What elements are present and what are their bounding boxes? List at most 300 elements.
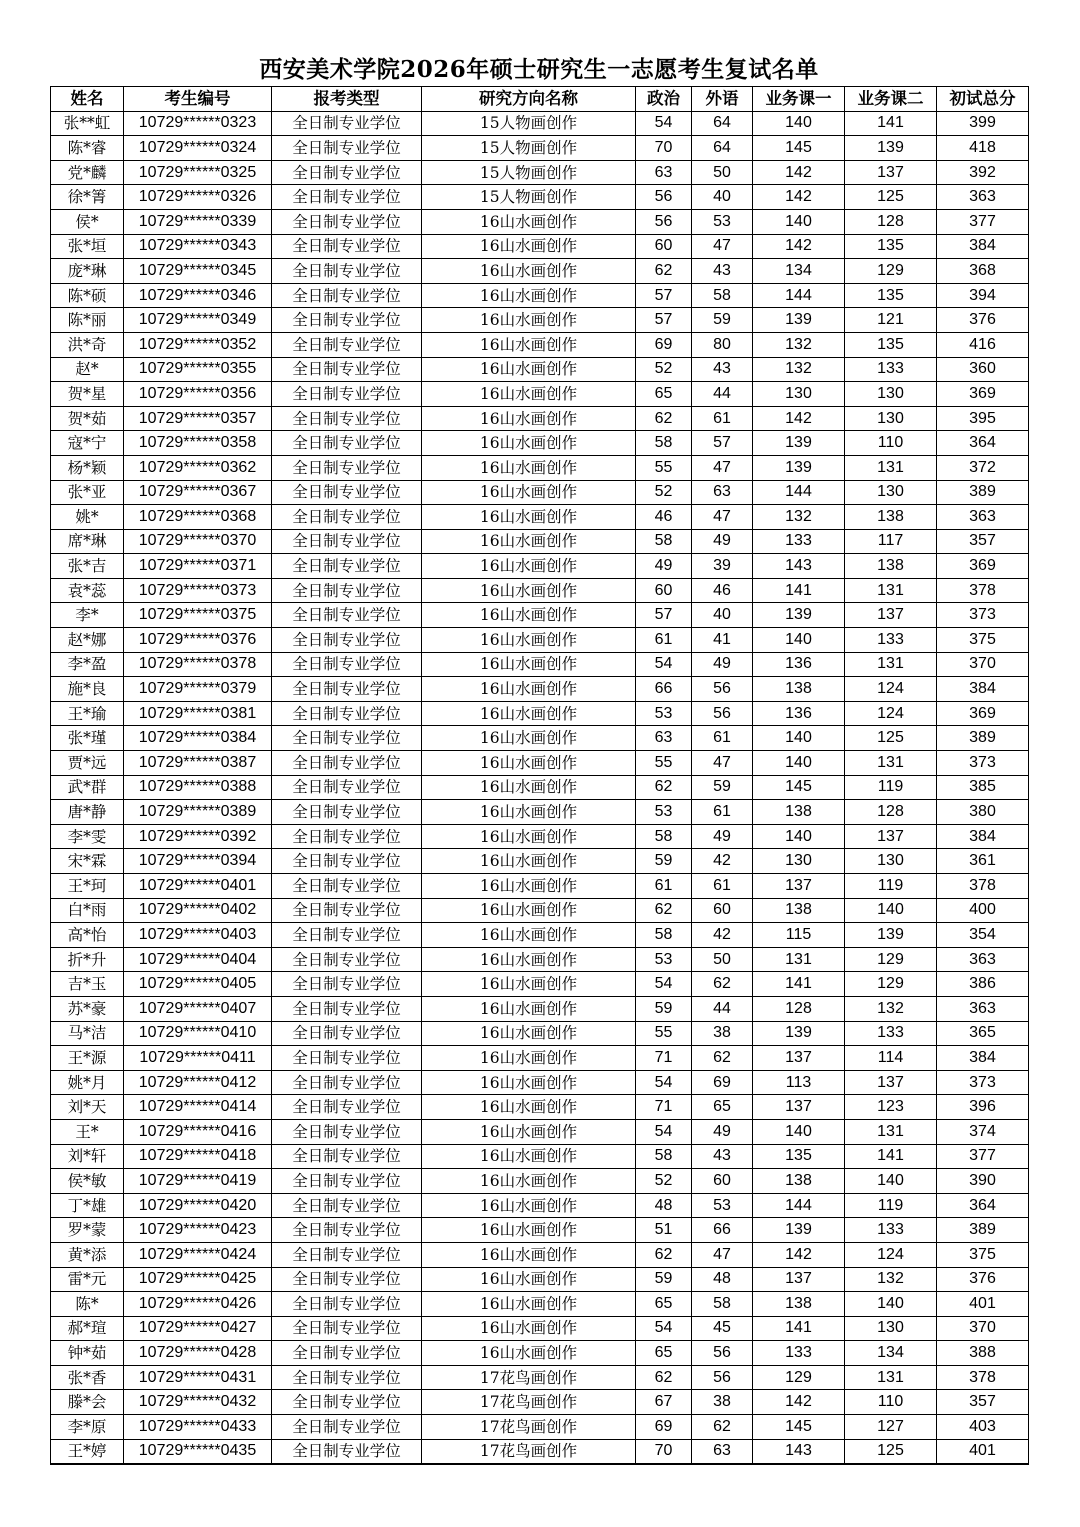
politics-score: 70 xyxy=(636,1439,692,1464)
foreign-language-score: 39 xyxy=(692,554,753,579)
politics-score: 61 xyxy=(636,628,692,653)
research-direction: 16山水画创作 xyxy=(422,726,636,751)
foreign-language-score: 56 xyxy=(692,1365,753,1390)
major-course-1-score: 142 xyxy=(753,406,845,431)
table-row xyxy=(51,111,1029,136)
research-direction: 16山水画创作 xyxy=(422,529,636,554)
politics-score: 59 xyxy=(636,849,692,874)
major-course-1-score: 144 xyxy=(753,480,845,505)
exam-id: 10729******0358 xyxy=(124,431,272,456)
politics-score: 48 xyxy=(636,1193,692,1218)
total-score: 354 xyxy=(937,923,1029,948)
header-major-course-2: 业务课二 xyxy=(845,87,937,112)
table-row xyxy=(51,283,1029,308)
apply-type: 全日制专业学位 xyxy=(272,726,422,751)
research-direction: 16山水画创作 xyxy=(422,972,636,997)
research-direction: 15人物画创作 xyxy=(422,136,636,161)
candidate-name: 武*群 xyxy=(51,775,124,800)
total-score: 401 xyxy=(937,1292,1029,1317)
exam-id: 10729******0411 xyxy=(124,1046,272,1071)
politics-score: 63 xyxy=(636,160,692,185)
table-row xyxy=(51,185,1029,210)
major-course-2-score: 135 xyxy=(845,234,937,259)
politics-score: 57 xyxy=(636,308,692,333)
page-title: 西安美术学院2026年硕士研究生一志愿考生复试名单 xyxy=(259,56,819,83)
table-row xyxy=(51,455,1029,480)
foreign-language-score: 56 xyxy=(692,701,753,726)
research-direction: 16山水画创作 xyxy=(422,1218,636,1243)
candidate-name: 党*麟 xyxy=(51,160,124,185)
research-direction: 16山水画创作 xyxy=(422,996,636,1021)
major-course-1-score: 138 xyxy=(753,898,845,923)
foreign-language-score: 62 xyxy=(692,1046,753,1071)
total-score: 360 xyxy=(937,357,1029,382)
research-direction: 16山水画创作 xyxy=(422,382,636,407)
foreign-language-score: 57 xyxy=(692,431,753,456)
major-course-2-score: 128 xyxy=(845,800,937,825)
table-row xyxy=(51,923,1029,948)
major-course-1-score: 137 xyxy=(753,874,845,899)
major-course-2-score: 140 xyxy=(845,898,937,923)
total-score: 368 xyxy=(937,259,1029,284)
research-direction: 16山水画创作 xyxy=(422,578,636,603)
candidate-table xyxy=(50,86,1029,1465)
exam-id: 10729******0431 xyxy=(124,1365,272,1390)
total-score: 401 xyxy=(937,1439,1029,1464)
total-score: 376 xyxy=(937,308,1029,333)
research-direction: 16山水画创作 xyxy=(422,1341,636,1366)
table-row xyxy=(51,1341,1029,1366)
table-row xyxy=(51,1193,1029,1218)
table-row xyxy=(51,554,1029,579)
major-course-2-score: 131 xyxy=(845,1365,937,1390)
total-score: 385 xyxy=(937,775,1029,800)
exam-id: 10729******0352 xyxy=(124,332,272,357)
candidate-name: 贺*星 xyxy=(51,382,124,407)
major-course-2-score: 125 xyxy=(845,185,937,210)
exam-id: 10729******0375 xyxy=(124,603,272,628)
research-direction: 15人物画创作 xyxy=(422,160,636,185)
politics-score: 56 xyxy=(636,209,692,234)
candidate-name: 滕*会 xyxy=(51,1390,124,1415)
candidate-name: 李*雯 xyxy=(51,824,124,849)
foreign-language-score: 56 xyxy=(692,677,753,702)
table-row xyxy=(51,406,1029,431)
exam-id: 10729******0387 xyxy=(124,751,272,776)
apply-type: 全日制专业学位 xyxy=(272,431,422,456)
candidate-name: 袁*蕊 xyxy=(51,578,124,603)
apply-type: 全日制专业学位 xyxy=(272,628,422,653)
research-direction: 16山水画创作 xyxy=(422,283,636,308)
major-course-2-score: 138 xyxy=(845,505,937,530)
foreign-language-score: 38 xyxy=(692,1021,753,1046)
apply-type: 全日制专业学位 xyxy=(272,578,422,603)
table-row xyxy=(51,160,1029,185)
major-course-2-score: 129 xyxy=(845,259,937,284)
major-course-2-score: 124 xyxy=(845,1242,937,1267)
exam-id: 10729******0432 xyxy=(124,1390,272,1415)
apply-type: 全日制专业学位 xyxy=(272,1070,422,1095)
apply-type: 全日制专业学位 xyxy=(272,1267,422,1292)
politics-score: 62 xyxy=(636,406,692,431)
foreign-language-score: 61 xyxy=(692,874,753,899)
apply-type: 全日制专业学位 xyxy=(272,1144,422,1169)
apply-type: 全日制专业学位 xyxy=(272,898,422,923)
apply-type: 全日制专业学位 xyxy=(272,775,422,800)
research-direction: 16山水画创作 xyxy=(422,332,636,357)
research-direction: 16山水画创作 xyxy=(422,1169,636,1194)
major-course-2-score: 125 xyxy=(845,726,937,751)
major-course-1-score: 137 xyxy=(753,1267,845,1292)
exam-id: 10729******0428 xyxy=(124,1341,272,1366)
foreign-language-score: 61 xyxy=(692,800,753,825)
major-course-1-score: 142 xyxy=(753,1242,845,1267)
total-score: 396 xyxy=(937,1095,1029,1120)
major-course-1-score: 129 xyxy=(753,1365,845,1390)
major-course-1-score: 140 xyxy=(753,209,845,234)
research-direction: 16山水画创作 xyxy=(422,701,636,726)
research-direction: 16山水画创作 xyxy=(422,628,636,653)
politics-score: 53 xyxy=(636,701,692,726)
exam-id: 10729******0370 xyxy=(124,529,272,554)
major-course-2-score: 110 xyxy=(845,431,937,456)
major-course-1-score: 138 xyxy=(753,1292,845,1317)
major-course-1-score: 140 xyxy=(753,111,845,136)
major-course-2-score: 141 xyxy=(845,111,937,136)
total-score: 372 xyxy=(937,455,1029,480)
apply-type: 全日制专业学位 xyxy=(272,824,422,849)
table-row xyxy=(51,775,1029,800)
candidate-name: 折*升 xyxy=(51,947,124,972)
apply-type: 全日制专业学位 xyxy=(272,357,422,382)
foreign-language-score: 40 xyxy=(692,185,753,210)
politics-score: 71 xyxy=(636,1046,692,1071)
research-direction: 16山水画创作 xyxy=(422,874,636,899)
exam-id: 10729******0404 xyxy=(124,947,272,972)
candidate-name: 杨*颖 xyxy=(51,455,124,480)
apply-type: 全日制专业学位 xyxy=(272,1439,422,1464)
foreign-language-score: 42 xyxy=(692,923,753,948)
major-course-2-score: 133 xyxy=(845,628,937,653)
politics-score: 70 xyxy=(636,136,692,161)
exam-id: 10729******0368 xyxy=(124,505,272,530)
exam-id: 10729******0345 xyxy=(124,259,272,284)
table-row xyxy=(51,1218,1029,1243)
header-total-score: 初试总分 xyxy=(937,87,1029,112)
header-foreign-language: 外语 xyxy=(692,87,753,112)
apply-type: 全日制专业学位 xyxy=(272,849,422,874)
politics-score: 57 xyxy=(636,603,692,628)
table-row xyxy=(51,1292,1029,1317)
foreign-language-score: 44 xyxy=(692,996,753,1021)
total-score: 378 xyxy=(937,1365,1029,1390)
table-row xyxy=(51,996,1029,1021)
politics-score: 58 xyxy=(636,923,692,948)
foreign-language-score: 63 xyxy=(692,480,753,505)
major-course-2-score: 139 xyxy=(845,923,937,948)
candidate-name: 罗*蒙 xyxy=(51,1218,124,1243)
research-direction: 16山水画创作 xyxy=(422,652,636,677)
total-score: 370 xyxy=(937,652,1029,677)
total-score: 365 xyxy=(937,1021,1029,1046)
candidate-name: 苏*豪 xyxy=(51,996,124,1021)
candidate-name: 丁*雄 xyxy=(51,1193,124,1218)
total-score: 357 xyxy=(937,529,1029,554)
foreign-language-score: 49 xyxy=(692,529,753,554)
foreign-language-score: 49 xyxy=(692,824,753,849)
foreign-language-score: 41 xyxy=(692,628,753,653)
total-score: 403 xyxy=(937,1415,1029,1440)
major-course-2-score: 125 xyxy=(845,1439,937,1464)
apply-type: 全日制专业学位 xyxy=(272,923,422,948)
major-course-1-score: 130 xyxy=(753,382,845,407)
total-score: 392 xyxy=(937,160,1029,185)
exam-id: 10729******0346 xyxy=(124,283,272,308)
foreign-language-score: 60 xyxy=(692,898,753,923)
major-course-2-score: 127 xyxy=(845,1415,937,1440)
candidate-name: 徐*箐 xyxy=(51,185,124,210)
politics-score: 71 xyxy=(636,1095,692,1120)
major-course-1-score: 143 xyxy=(753,554,845,579)
header-name: 姓名 xyxy=(51,87,124,112)
major-course-2-score: 138 xyxy=(845,554,937,579)
apply-type: 全日制专业学位 xyxy=(272,701,422,726)
candidate-name: 刘*天 xyxy=(51,1095,124,1120)
exam-id: 10729******0324 xyxy=(124,136,272,161)
total-score: 399 xyxy=(937,111,1029,136)
apply-type: 全日制专业学位 xyxy=(272,283,422,308)
table-row xyxy=(51,136,1029,161)
candidate-name: 庞*琳 xyxy=(51,259,124,284)
major-course-1-score: 140 xyxy=(753,824,845,849)
research-direction: 16山水画创作 xyxy=(422,947,636,972)
research-direction: 16山水画创作 xyxy=(422,406,636,431)
apply-type: 全日制专业学位 xyxy=(272,1292,422,1317)
exam-id: 10729******0367 xyxy=(124,480,272,505)
exam-id: 10729******0392 xyxy=(124,824,272,849)
foreign-language-score: 64 xyxy=(692,136,753,161)
table-row xyxy=(51,1439,1029,1464)
exam-id: 10729******0362 xyxy=(124,455,272,480)
exam-id: 10729******0418 xyxy=(124,1144,272,1169)
research-direction: 16山水画创作 xyxy=(422,209,636,234)
politics-score: 54 xyxy=(636,652,692,677)
research-direction: 16山水画创作 xyxy=(422,431,636,456)
major-course-1-score: 113 xyxy=(753,1070,845,1095)
politics-score: 65 xyxy=(636,1341,692,1366)
politics-score: 46 xyxy=(636,505,692,530)
foreign-language-score: 56 xyxy=(692,1341,753,1366)
politics-score: 54 xyxy=(636,111,692,136)
foreign-language-score: 62 xyxy=(692,1415,753,1440)
research-direction: 16山水画创作 xyxy=(422,923,636,948)
research-direction: 17花鸟画创作 xyxy=(422,1415,636,1440)
major-course-2-score: 132 xyxy=(845,996,937,1021)
candidate-name: 陈*丽 xyxy=(51,308,124,333)
foreign-language-score: 40 xyxy=(692,603,753,628)
major-course-1-score: 139 xyxy=(753,1218,845,1243)
table-header-row xyxy=(51,87,1029,112)
research-direction: 16山水画创作 xyxy=(422,480,636,505)
candidate-name: 王*婷 xyxy=(51,1439,124,1464)
major-course-2-score: 130 xyxy=(845,406,937,431)
exam-id: 10729******0355 xyxy=(124,357,272,382)
foreign-language-score: 50 xyxy=(692,947,753,972)
candidate-name: 王*瑜 xyxy=(51,701,124,726)
major-course-2-score: 130 xyxy=(845,849,937,874)
total-score: 384 xyxy=(937,824,1029,849)
exam-id: 10729******0414 xyxy=(124,1095,272,1120)
politics-score: 62 xyxy=(636,1242,692,1267)
apply-type: 全日制专业学位 xyxy=(272,677,422,702)
politics-score: 52 xyxy=(636,1169,692,1194)
politics-score: 51 xyxy=(636,1218,692,1243)
exam-id: 10729******0405 xyxy=(124,972,272,997)
apply-type: 全日制专业学位 xyxy=(272,1242,422,1267)
exam-id: 10729******0420 xyxy=(124,1193,272,1218)
exam-id: 10729******0426 xyxy=(124,1292,272,1317)
politics-score: 58 xyxy=(636,1144,692,1169)
table-body xyxy=(51,111,1029,1464)
foreign-language-score: 49 xyxy=(692,652,753,677)
major-course-2-score: 134 xyxy=(845,1341,937,1366)
foreign-language-score: 47 xyxy=(692,455,753,480)
foreign-language-score: 64 xyxy=(692,111,753,136)
exam-id: 10729******0357 xyxy=(124,406,272,431)
politics-score: 52 xyxy=(636,357,692,382)
total-score: 373 xyxy=(937,1070,1029,1095)
major-course-2-score: 131 xyxy=(845,578,937,603)
exam-id: 10729******0326 xyxy=(124,185,272,210)
major-course-1-score: 138 xyxy=(753,800,845,825)
research-direction: 16山水画创作 xyxy=(422,357,636,382)
major-course-1-score: 136 xyxy=(753,701,845,726)
major-course-2-score: 129 xyxy=(845,947,937,972)
apply-type: 全日制专业学位 xyxy=(272,1021,422,1046)
research-direction: 16山水画创作 xyxy=(422,800,636,825)
total-score: 377 xyxy=(937,1144,1029,1169)
table-row xyxy=(51,382,1029,407)
apply-type: 全日制专业学位 xyxy=(272,554,422,579)
candidate-name: 张**虹 xyxy=(51,111,124,136)
major-course-1-score: 140 xyxy=(753,751,845,776)
candidate-name: 陈* xyxy=(51,1292,124,1317)
candidate-name: 赵*娜 xyxy=(51,628,124,653)
total-score: 363 xyxy=(937,996,1029,1021)
major-course-1-score: 138 xyxy=(753,1169,845,1194)
total-score: 390 xyxy=(937,1169,1029,1194)
candidate-name: 席*琳 xyxy=(51,529,124,554)
research-direction: 16山水画创作 xyxy=(422,824,636,849)
politics-score: 65 xyxy=(636,1292,692,1317)
foreign-language-score: 45 xyxy=(692,1316,753,1341)
apply-type: 全日制专业学位 xyxy=(272,209,422,234)
total-score: 388 xyxy=(937,1341,1029,1366)
foreign-language-score: 47 xyxy=(692,1242,753,1267)
apply-type: 全日制专业学位 xyxy=(272,947,422,972)
foreign-language-score: 53 xyxy=(692,1193,753,1218)
research-direction: 16山水画创作 xyxy=(422,1070,636,1095)
apply-type: 全日制专业学位 xyxy=(272,1046,422,1071)
major-course-2-score: 119 xyxy=(845,1193,937,1218)
major-course-1-score: 141 xyxy=(753,972,845,997)
foreign-language-score: 43 xyxy=(692,357,753,382)
research-direction: 16山水画创作 xyxy=(422,505,636,530)
table-row xyxy=(51,1267,1029,1292)
politics-score: 62 xyxy=(636,1365,692,1390)
major-course-2-score: 119 xyxy=(845,874,937,899)
total-score: 389 xyxy=(937,1218,1029,1243)
politics-score: 54 xyxy=(636,1070,692,1095)
apply-type: 全日制专业学位 xyxy=(272,1390,422,1415)
politics-score: 54 xyxy=(636,1316,692,1341)
apply-type: 全日制专业学位 xyxy=(272,1169,422,1194)
table-row xyxy=(51,1316,1029,1341)
candidate-name: 宋*霖 xyxy=(51,849,124,874)
apply-type: 全日制专业学位 xyxy=(272,185,422,210)
candidate-name: 白*雨 xyxy=(51,898,124,923)
politics-score: 58 xyxy=(636,529,692,554)
politics-score: 55 xyxy=(636,1021,692,1046)
total-score: 384 xyxy=(937,677,1029,702)
exam-id: 10729******0412 xyxy=(124,1070,272,1095)
major-course-1-score: 145 xyxy=(753,775,845,800)
table-row xyxy=(51,1415,1029,1440)
candidate-name: 张*香 xyxy=(51,1365,124,1390)
header-apply-type: 报考类型 xyxy=(272,87,422,112)
major-course-1-score: 131 xyxy=(753,947,845,972)
table-row xyxy=(51,209,1029,234)
politics-score: 59 xyxy=(636,1267,692,1292)
apply-type: 全日制专业学位 xyxy=(272,1341,422,1366)
total-score: 380 xyxy=(937,800,1029,825)
major-course-1-score: 143 xyxy=(753,1439,845,1464)
exam-id: 10729******0407 xyxy=(124,996,272,1021)
exam-id: 10729******0424 xyxy=(124,1242,272,1267)
politics-score: 54 xyxy=(636,972,692,997)
major-course-2-score: 137 xyxy=(845,824,937,849)
foreign-language-score: 80 xyxy=(692,332,753,357)
table-row xyxy=(51,972,1029,997)
major-course-1-score: 133 xyxy=(753,1341,845,1366)
candidate-name: 侯* xyxy=(51,209,124,234)
major-course-2-score: 137 xyxy=(845,160,937,185)
major-course-2-score: 137 xyxy=(845,603,937,628)
research-direction: 17花鸟画创作 xyxy=(422,1390,636,1415)
foreign-language-score: 66 xyxy=(692,1218,753,1243)
apply-type: 全日制专业学位 xyxy=(272,382,422,407)
foreign-language-score: 63 xyxy=(692,1439,753,1464)
total-score: 373 xyxy=(937,751,1029,776)
total-score: 418 xyxy=(937,136,1029,161)
apply-type: 全日制专业学位 xyxy=(272,603,422,628)
total-score: 369 xyxy=(937,554,1029,579)
major-course-2-score: 139 xyxy=(845,136,937,161)
table-row xyxy=(51,824,1029,849)
candidate-name: 贾*远 xyxy=(51,751,124,776)
exam-id: 10729******0423 xyxy=(124,1218,272,1243)
table-row xyxy=(51,431,1029,456)
major-course-1-score: 139 xyxy=(753,1021,845,1046)
major-course-1-score: 137 xyxy=(753,1046,845,1071)
table-row xyxy=(51,947,1029,972)
foreign-language-score: 61 xyxy=(692,726,753,751)
exam-id: 10729******0410 xyxy=(124,1021,272,1046)
politics-score: 58 xyxy=(636,824,692,849)
total-score: 378 xyxy=(937,578,1029,603)
politics-score: 52 xyxy=(636,480,692,505)
apply-type: 全日制专业学位 xyxy=(272,1365,422,1390)
